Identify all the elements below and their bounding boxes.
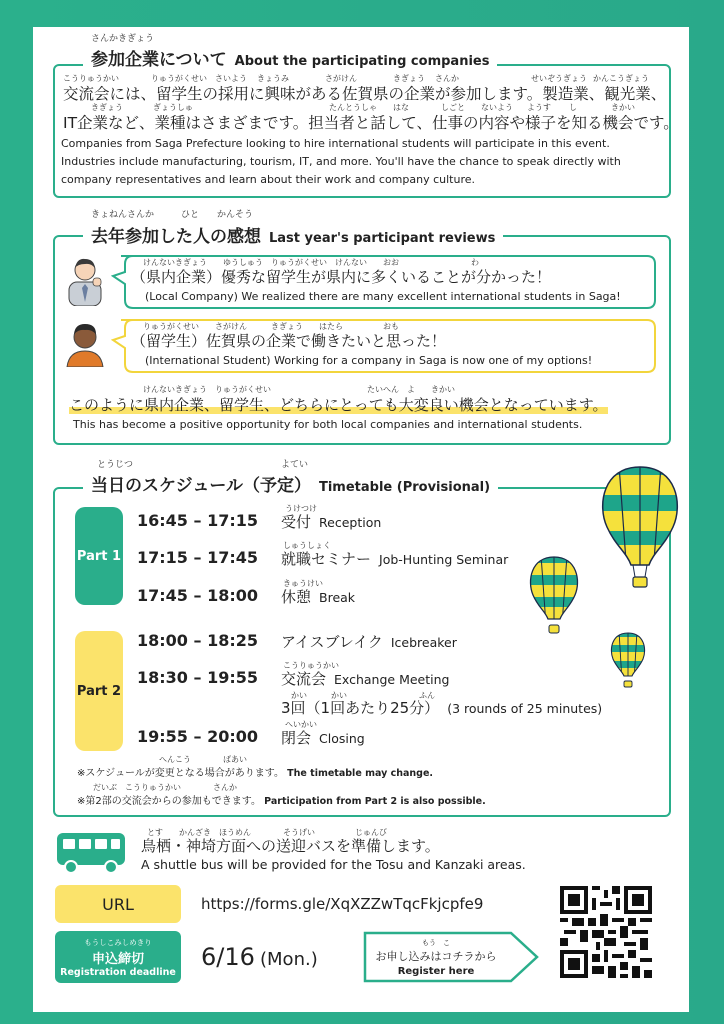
event-en: Icebreaker [390,635,457,650]
event-jp: 受付 [281,513,312,531]
schedule-ruby: うけつけ [285,504,317,513]
note2-ruby: だいぶ こうりゅうかい さんか [93,783,237,792]
section2-ruby: きょねんさんか ひと かんそう [91,210,254,220]
review1-ruby: けんないきぎょう ゆうしゅう りゅうがくせい けんない おお わ [143,258,479,267]
event-jp: 閉会 [281,729,312,747]
ruby: きかい [611,103,635,112]
deadline-en: Registration deadline [60,966,176,978]
review1-en: (Local Company) We realized there are many excellent international students in Saga! [145,290,621,303]
schedule-ruby: こうりゅうかい [283,661,339,670]
ruby: こうりゅうかい [63,74,119,83]
register-ruby: もう こ [422,938,450,947]
ruby: きぎょう [91,103,123,112]
register-here-button[interactable] [365,933,507,981]
ruby: ないよう [481,103,513,112]
review1-jp: （県内企業）優秀な留学生が県内に多くいることが分かった！ [131,268,552,286]
ruby: さんか [435,74,459,83]
ruby: りゅうがくせい [151,74,207,83]
ruby: しごと [441,103,465,112]
schedule-event [281,548,508,569]
ruby: ようす [527,103,551,112]
schedule-ruby: しゅうしょく [283,541,331,550]
review2-ruby: りゅうがくせい さがけん きぎょう はたら おも [143,322,399,331]
bus-jp: 鳥栖・神埼方面への送迎バスを準備します。 [141,837,440,855]
ruby: し [569,103,577,112]
section1-title [83,45,497,70]
schedule-event [281,631,457,652]
bus-ruby: とす かんざき ほうめん そうげい じゅんび [147,828,387,837]
note2 [77,792,486,807]
note2-jp: ※第2部の交流会からの参加もできます。 [77,796,261,807]
bus-icon [55,831,127,875]
section1-ruby: さんかきぎょう [91,34,155,44]
note2-en: Participation from Part 2 is also possible. [264,796,486,807]
ruby: たんとうしゃ [329,103,377,112]
event-en: Reception [319,515,382,530]
event-en: Exchange Meeting [334,672,450,687]
flyer-sheet [33,27,689,1012]
section3-ruby-left: とうじつ [97,460,134,470]
url-label: URL [102,894,134,914]
rounds-jp: 3回（1回あたり25分） [281,699,440,717]
section1-en: Companies from Saga Prefecture looking to hire international students will participate in this event. Industries include manufacturing, tourism, IT, and more. You'll have the chance to speak directly with company representatives and learn about their work and company culture. [61,137,621,186]
ruby: はな [393,103,409,112]
deadline-date-value: 6/16 [201,943,255,971]
note1-ruby: へんこう ばあい [159,755,247,764]
event-en: Break [319,590,356,605]
qr-code-icon[interactable] [560,886,652,978]
ruby: きょうみ [257,74,289,83]
schedule-event [281,586,355,607]
ruby: ぎょうしゅ [153,103,193,112]
ruby: かんこうぎょう [593,74,649,83]
schedule-time: 16:45 – 17:15 [137,511,258,530]
event-jp: 就職セミナー [281,550,372,568]
summary-jp [69,394,608,415]
rounds-ruby: かい かい ふん [291,691,435,700]
review2-en: (International Student) Working for a company in Saga is now one of my options! [145,354,593,367]
register-en: Register here [397,965,475,977]
hot-air-balloon-large-icon [597,465,683,591]
summary-jp-text: このように県内企業、留学生、どちらにとっても大変良い機会となっています。 [69,396,608,414]
ruby: せいぞうぎょう [531,74,587,83]
section1-line2: IT企業など、業種はさまざまです。担当者と話して、仕事の内容や様子を知る機会です。 [63,114,679,132]
section2-title-jp: 去年参加した人の感想 [91,227,261,247]
review2-jp: （留学生）佐賀県の企業で働きたいと思った！ [131,332,447,350]
hot-air-balloon-medium-icon [527,555,581,637]
summary-en: This has become a positive opportunity for both local companies and international students. [73,418,583,431]
note1-jp: ※スケジュールが変更となる場合があります。 [77,768,284,779]
deadline-day: (Mon.) [260,949,318,970]
schedule-time: 17:15 – 17:45 [137,548,258,567]
bus-en: A shuttle bus will be provided for the Tosu and Kanzaki areas. [141,857,526,872]
deadline-jp: 申込締切 [91,951,144,967]
event-en: Closing [319,731,365,746]
schedule-ruby: きゅうけい [283,579,323,588]
section3-title [83,471,498,496]
section2-title-en: Last year's participant reviews [269,231,496,246]
deadline-badge [55,931,181,983]
hot-air-balloon-small-icon [609,631,647,689]
schedule-time: 18:30 – 19:55 [137,668,258,687]
rounds-en: (3 rounds of 25 minutes) [447,701,603,716]
businessman-icon [63,254,107,306]
section1-line1: 交流会には、留学生の採用に興味がある佐賀県の企業が参加します。製造業、観光業、 [63,85,667,103]
section1-title-en: About the participating companies [234,54,490,69]
deadline-date [201,943,318,971]
schedule-time: 17:45 – 18:00 [137,586,258,605]
deadline-ruby: もうしこみしめきり [84,937,152,947]
note1 [77,764,433,779]
section1-title-jp: 参加企業について [91,50,227,70]
ruby: さいよう [215,74,247,83]
schedule-time: 18:00 – 18:25 [137,631,258,650]
url-label-badge [55,885,181,923]
note1-en: The timetable may change. [287,768,434,779]
event-en: Job-Hunting Seminar [379,552,509,567]
ruby: さがけん [325,74,357,83]
schedule-ruby: へいかい [285,720,317,729]
event-jp: アイスブレイク [281,633,383,651]
ruby: きぎょう [393,74,425,83]
registration-url-link[interactable]: https://forms.gle/XqXZZwTqcFkjcpfe9 [201,895,484,913]
section3-title-en: Timetable (Provisional) [318,480,491,495]
part2-badge: Part 2 [75,631,123,751]
register-jp: お申し込みはコチラから [375,949,497,963]
schedule-time: 19:55 – 20:00 [137,727,258,746]
schedule-event [281,668,449,689]
section3-ruby-right: よてい [281,460,309,470]
rounds [281,697,602,718]
schedule-event [281,727,365,748]
schedule-event [281,511,381,532]
summary-ruby: けんないきぎょう りゅうがくせい たいへん よ きかい [143,385,455,394]
event-jp: 休憩 [281,588,312,606]
part1-badge: Part 1 [75,507,123,605]
student-icon [63,319,107,367]
section3-title-jp: 当日のスケジュール（予定） [91,476,311,496]
event-jp: 交流会 [281,670,327,688]
section2-title [83,222,503,247]
